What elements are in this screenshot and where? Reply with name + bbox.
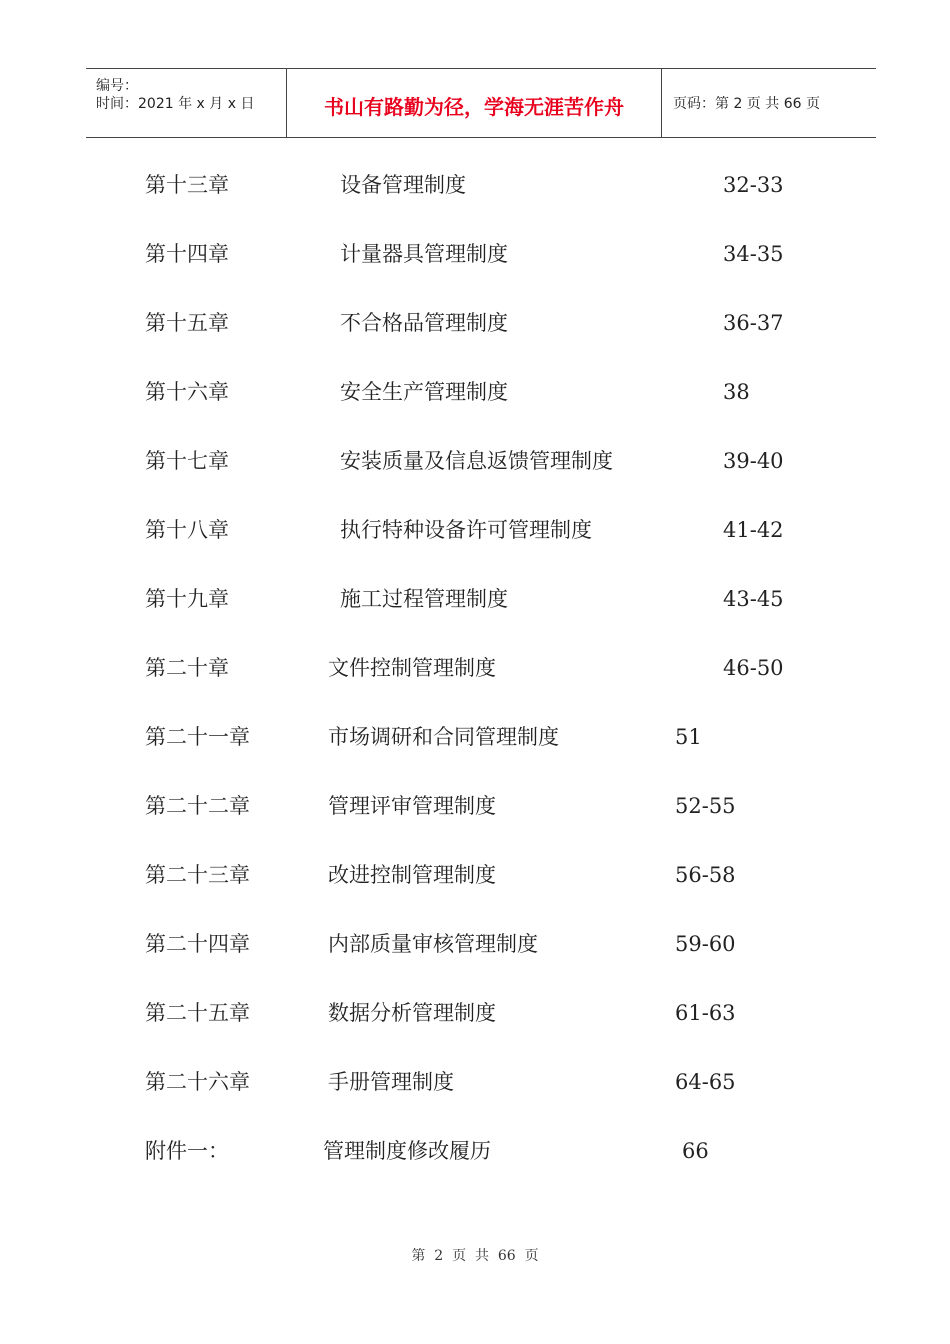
toc-page-range: 59-60	[675, 932, 736, 956]
toc-chapter-label: 第十七章	[145, 449, 229, 473]
toc-page-range: 41-42	[723, 518, 784, 542]
toc-page-range: 46-50	[723, 656, 784, 680]
toc-title: 设备管理制度	[340, 173, 466, 197]
toc-row	[0, 446, 950, 476]
toc-page-range: 56-58	[675, 863, 736, 887]
toc-title: 市场调研和合同管理制度	[328, 725, 559, 749]
toc-title: 数据分析管理制度	[328, 1001, 496, 1025]
toc-row	[0, 1136, 950, 1166]
toc-chapter-label: 第十九章	[145, 587, 229, 611]
document-header	[86, 68, 876, 138]
document-number-label: 编号：	[96, 78, 138, 94]
toc-title: 不合格品管理制度	[340, 311, 508, 335]
toc-row	[0, 1067, 950, 1097]
toc-row	[0, 998, 950, 1028]
header-meta-cell	[86, 69, 286, 137]
toc-title: 改进控制管理制度	[328, 863, 496, 887]
toc-chapter-label: 第十四章	[145, 242, 229, 266]
header-motto: 书山有路勤为径，学海无涯苦作舟	[324, 95, 624, 119]
toc-row	[0, 170, 950, 200]
header-page-cell	[661, 69, 876, 137]
toc-row	[0, 239, 950, 269]
toc-page-range: 39-40	[723, 449, 784, 473]
toc-chapter-label: 第二十四章	[145, 932, 250, 956]
toc-page-range: 34-35	[723, 242, 784, 266]
toc-title: 计量器具管理制度	[340, 242, 508, 266]
toc-page-range: 66	[682, 1139, 709, 1163]
toc-chapter-label: 第二十六章	[145, 1070, 250, 1094]
toc-row	[0, 929, 950, 959]
page-footer: 第 2 页 共 66 页	[411, 1248, 539, 1264]
toc-row	[0, 584, 950, 614]
toc-chapter-label: 第十八章	[145, 518, 229, 542]
toc-row	[0, 860, 950, 890]
toc-title: 安装质量及信息返馈管理制度	[340, 449, 613, 473]
toc-page-range: 64-65	[675, 1070, 736, 1094]
toc-row	[0, 791, 950, 821]
toc-title: 执行特种设备许可管理制度	[340, 518, 592, 542]
document-time-label: 时间：2021 年 x 月 x 日	[96, 96, 255, 112]
toc-title: 管理制度修改履历	[323, 1139, 491, 1163]
header-page-info: 页码：第 2 页 共 66 页	[673, 96, 820, 112]
toc-chapter-label: 第十六章	[145, 380, 229, 404]
toc-chapter-label: 第二十章	[145, 656, 229, 680]
toc-page-range: 36-37	[723, 311, 784, 335]
toc-page-range: 52-55	[675, 794, 736, 818]
toc-chapter-label: 第二十三章	[145, 863, 250, 887]
header-motto-cell	[286, 69, 662, 137]
toc-row	[0, 722, 950, 752]
toc-page-range: 61-63	[675, 1001, 736, 1025]
toc-chapter-label: 第十三章	[145, 173, 229, 197]
toc-chapter-label: 第十五章	[145, 311, 229, 335]
toc-chapter-label: 第二十一章	[145, 725, 250, 749]
toc-page-range: 32-33	[723, 173, 784, 197]
toc-page-range: 38	[723, 380, 750, 404]
toc-title: 安全生产管理制度	[340, 380, 508, 404]
toc-title: 手册管理制度	[328, 1070, 454, 1094]
toc-title: 施工过程管理制度	[340, 587, 508, 611]
toc-row	[0, 377, 950, 407]
toc-page-range: 43-45	[723, 587, 784, 611]
toc-row	[0, 515, 950, 545]
toc-row	[0, 308, 950, 338]
toc-title: 文件控制管理制度	[328, 656, 496, 680]
toc-title: 管理评审管理制度	[328, 794, 496, 818]
toc-chapter-label: 第二十二章	[145, 794, 250, 818]
toc-title: 内部质量审核管理制度	[328, 932, 538, 956]
toc-chapter-label: 附件一：	[145, 1139, 229, 1163]
toc-chapter-label: 第二十五章	[145, 1001, 250, 1025]
toc-page-range: 51	[675, 725, 702, 749]
toc-row	[0, 653, 950, 683]
